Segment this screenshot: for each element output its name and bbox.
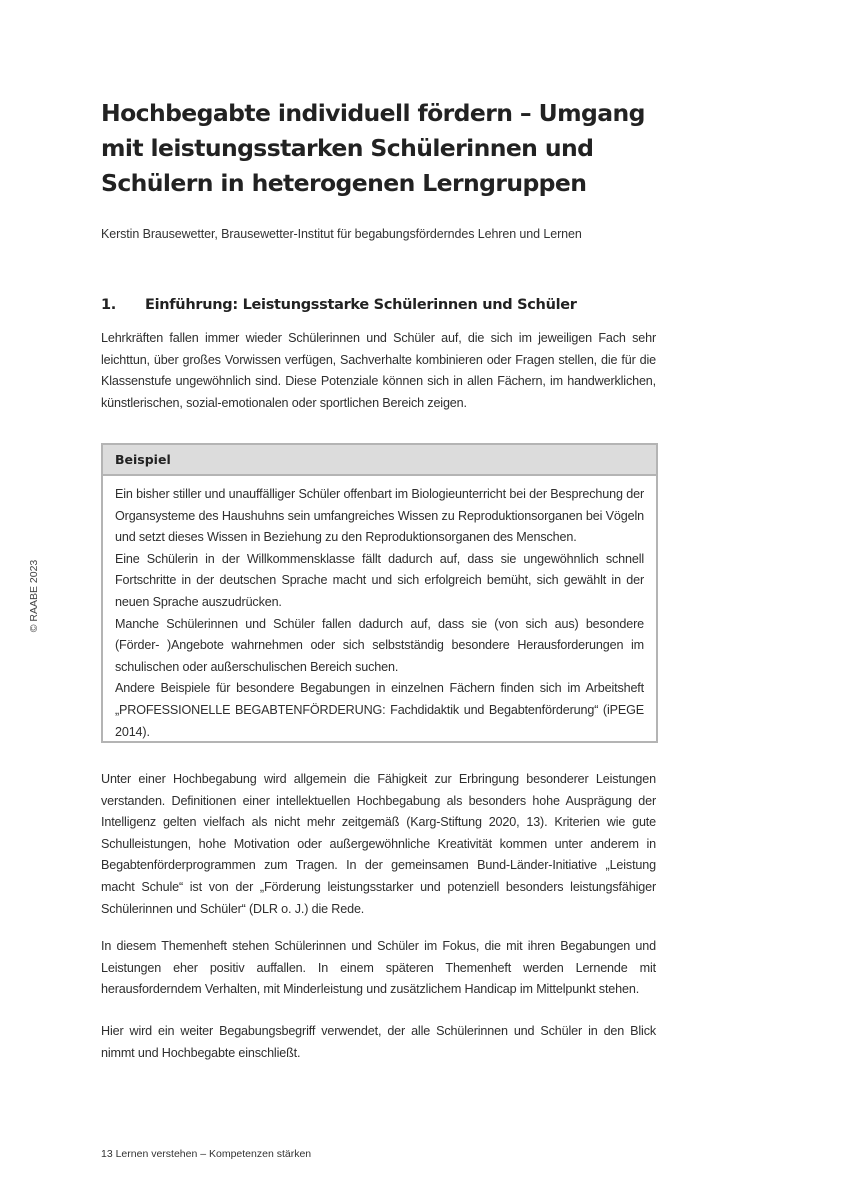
body-paragraph: Hier wird ein weiter Begabungsbegriff verwendet, der alle Schülerinnen und Schüler in den Blick nimmt und Hochbegabte einschließt.: [101, 1024, 656, 1060]
example-box: [101, 443, 658, 743]
body-paragraph: Lehrkräften fallen immer wieder Schülerinnen und Schüler auf, die sich im jeweiligen Fach sehr leichttun, über großes Vorwissen verfügen, Sachverhalte kombinieren oder Fragen stellen, die für die Klassenstufe ungewöhnlich sind. Diese Potenziale können sich in allen Fächern, im handwerklichen, künstlerischen, sozial-emotionalen oder sportlichen Bereich zeigen.: [101, 331, 656, 410]
section-title: Einführung: Leistungsstarke Schülerinnen und Schüler: [145, 297, 577, 313]
example-paragraph: Ein bisher stiller und unauffälliger Schüler offenbart im Biologieunterricht bei der Besprechung der Organsysteme des Haushuhns sein umfangreiches Wissen zu Reproduktionsorganen bei Vögeln und setzt dieses Wissen in Beziehung zu den Reproduktionsorganen des Menschen.: [115, 487, 644, 545]
body-paragraph: In diesem Themenheft stehen Schülerinnen und Schüler im Fokus, die mit ihren Begabungen und Leistungen eher positiv auffallen. In einem späteren Themenheft werden Lernende mit herausforderndem Verhalten, mit Minderleistung und zusätzlichem Handicap im Mittelpunkt stehen.: [101, 939, 656, 997]
page-title: Hochbegabte individuell fördern – Umgang mit leistungsstarken Schülerinnen und Schülern in heterogenen Lerngruppen: [101, 99, 645, 197]
example-paragraph: Eine Schülerin in der Willkommensklasse fällt dadurch auf, dass sie ungewöhnlich schnell Fortschritte in der deutschen Sprache macht und sich erfolgreich bemüht, sich gewählt in der neuen Sprache auszudrücken.: [115, 551, 644, 609]
section-heading: [101, 294, 661, 316]
example-paragraph: Manche Schülerinnen und Schüler fallen dadurch auf, dass sie (von sich aus) besondere (Förder- )Angebote wahrnehmen oder sich selbstständig besondere Herausforderungen im schulischen oder außerschulischen Bereich suchen.: [115, 616, 644, 674]
example-paragraph: Andere Beispiele für besondere Begabungen in einzelnen Fächern finden sich im Arbeitsheft „PROFESSIONELLE BEGABTENFÖRDERUNG: Fachdidaktik und Begabtenförderung“ (iPEGE 2014).: [115, 681, 644, 739]
section-number: 1.: [101, 297, 116, 313]
copyright-notice: © RAABE 2023: [28, 559, 40, 633]
body-paragraph: Unter einer Hochbegabung wird allgemein die Fähigkeit zur Erbringung besonderer Leistungen verstanden. Definitionen einer intellektuellen Hochbegabung als besonders hohe Ausprägung der Intelligenz gelten vielfach als nicht mehr zeitgemäß (Karg-Stiftung 2020, 13). Kriterien wie gute Schulleistungen, hohe Motivation oder außergewöhnliche Kreativität kommen unter anderem in Begabtenförderprogrammen zum Tragen. In der gemeinsamen Bund-Länder-Initiative „Leistung macht Schule“ ist von der „Förderung leistungsstarker und potenziell besonders leistungsfähiger Schülerinnen und Schüler“ (DLR o. J.) die Rede.: [101, 772, 656, 916]
page-footer: 13 Lernen verstehen – Kompetenzen stärken: [101, 1148, 312, 1160]
author-line: Kerstin Brausewetter, Brausewetter-Institut für begabungsförderndes Lehren und Lernen: [101, 227, 582, 241]
example-box-heading: Beispiel: [103, 445, 656, 476]
example-box-body: [103, 476, 656, 743]
